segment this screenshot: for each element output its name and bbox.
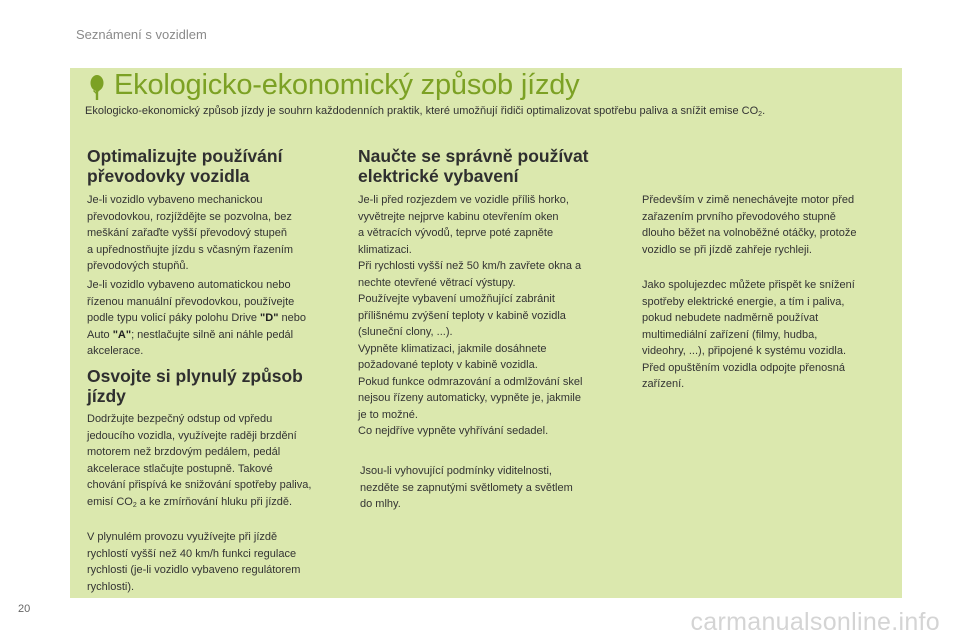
section-intro: Ekologicko-ekonomický způsob jízdy je souhrn každodenních praktik, které umožňují řidiči optimalizovat spotřebu paliva a snížit emise $CO_2$. [85,105,766,118]
paragraph-air-conditioning: Je-li před rozjezdem ve vozidle příliš horko, vyvětrejte nejprve kabinu otevřením oken a větracích vývodů, teprve poté zapněte klimatizaci. Při rychlosti vyšší než 50 km/h zavřete okna a nechte otevřené větrací výstupy. Používejte vybavení umožňující zabránit přílišnému zvýšení teploty v kabině vozidla (sluneční clony, ...). Vypněte klimatizaci, jakmile dosáhnete požadované teploty v kabině vozidla. Pokud funkce odmrazování a odmlžování skel nejsou řízeny automaticky, vypněte je, jakmile je to možné. Co nejdříve vypněte vyhřívání sedadel. [358,194,583,437]
paragraph-manual-gearbox: Je-li vozidlo vybaveno mechanickou převodovkou, rozjíždějte se pozvolna, bez meškání zařaďte vyšší převodový stupeň a upřednostňujte jízdu s včasným řazením převodových stupňů. [87,194,294,272]
paragraph-headlights: Jsou-li vyhovující podmínky viditelnosti, nezděte se zapnutými světlomety a světlem do mlhy. [360,465,573,510]
page-number: 20 [18,603,31,615]
heading-electrical-equipment: Naučte se správně používat elektrické vybavení [358,146,589,186]
chapter-title: Seznámení s vozidlem [76,27,207,42]
tree-icon [90,75,104,103]
paragraph-winter-idling: Především v zimě nenechávejte motor před zařazením prvního převodového stupně dlouho běžet na volnoběžné otáčky, protože vozidlo se při jízdě zahřeje rychleji. [642,194,857,256]
heading-smooth-driving: Osvojte si plynulý způsob jízdy [87,366,303,406]
watermark: carmanualsonline.info [690,608,940,636]
paragraph-passenger-devices: Jako spolujezdec můžete přispět ke snížení spotřeby elektrické energie, a tím i paliva, pokud nebudete nadměrně používat multimediální zařízení (filmy, hudba, videohry, ...), připojené k systému vozidla. Před opuštěním vozidla odpojte přenosná zařízení. [642,279,855,390]
heading-gearbox: Optimalizujte používání převodovky vozidla [87,146,283,186]
paragraph-automatic-gearbox: Je-li vozidlo vybaveno automatickou nebo řízenou manuální převodovkou, používejte podle typu volicí páky polohu Drive "D" nebo Auto "A"; nestlačujte silně ani náhle pedál akcelerace. [87,279,306,357]
paragraph-safe-distance: Dodržujte bezpečný odstup od vpředu jedoucího vozidla, využívejte raději brzdění motorem než brzdovým pedálem, pedál akcelerace stlačujte postupně. Takové chování přispívá ke snižování spotřeby paliva, emisí $CO_2$ a ke zmírňování hluku při jízdě. [87,413,312,509]
paragraph-cruise-control: V plynulém provozu využívejte při jízdě rychlostí vyšší než 40 km/h funkci regulace rychlosti (je-li vozidlo vybaveno regulátorem rychlosti). [87,531,301,593]
section-title: Ekologicko-ekonomický způsob jízdy [114,69,580,101]
